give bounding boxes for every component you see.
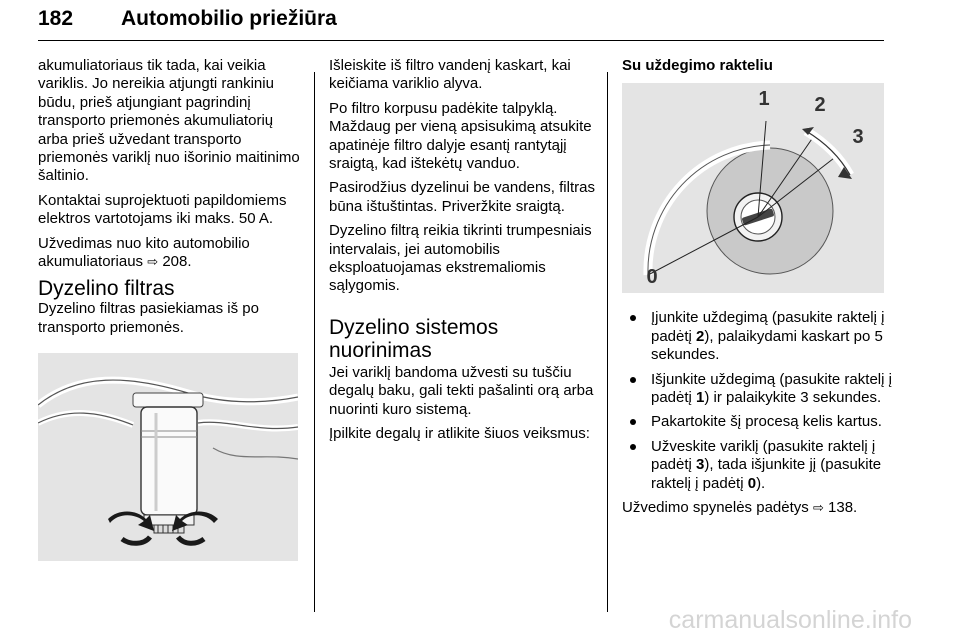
reference-text: Užvedimas nuo kito automobilio akumuliatoriaus (38, 234, 250, 271)
diesel-filter-illustration (38, 353, 298, 561)
subsection-heading: Su uždegimo rakteliu (622, 57, 773, 74)
bullet-icon (630, 377, 636, 383)
list-item: Išjunkite uždegimą (pasukite raktelį į padėtį 1) ir palaikykite 3 sekundes. (622, 371, 894, 408)
paragraph: Dyzelino filtras pasiekiamas iš po transporto priemonės. (38, 300, 259, 336)
paragraph-with-reference (622, 499, 894, 517)
page-number: 182 (38, 7, 74, 30)
page-header (38, 4, 884, 41)
paragraph: Išleiskite iš filtro vandenį kaskart, kai keičiama variklio alyva. (329, 57, 571, 93)
position-label-0: 0 (646, 266, 658, 289)
step-list (622, 309, 894, 493)
paragraph-with-reference (38, 235, 306, 272)
list-item: Įjunkite uždegimą (pasukite raktelį į padėtį 2), palaikydami kaskart po 5 sekundes. (622, 309, 894, 364)
reference-arrow-icon: ⇨ (812, 500, 824, 516)
reference-link[interactable]: 208. (162, 253, 192, 271)
position-label-3: 3 (852, 126, 864, 149)
column-2 (329, 57, 605, 450)
position-label-2: 2 (814, 94, 826, 117)
paragraph: akumuliatoriaus tik tada, kai veikia variklis. Jo nereikia atjungti rankiniu būdu, prieš atjungiant pagrindinį transporto priemonės akumuliatorių arba prieš užvedant transporto priemonės variklį nuo išorinio maitinimo šaltinio. (38, 57, 300, 185)
bullet-icon (630, 444, 636, 450)
column-1 (38, 57, 306, 561)
paragraph: Jei variklį bandoma užvesti su tuščiu degalų baku, gali tekti pašalinti orą arba nuorinti kuro sistemą. (329, 363, 594, 418)
reference-text: Užvedimo spynelės padėtys (622, 499, 809, 517)
diesel-filter-image (38, 353, 298, 561)
column-divider-1 (314, 72, 315, 612)
watermark: carmanualsonline.info (668, 606, 912, 634)
reference-link[interactable]: 138. (828, 499, 858, 517)
reference-arrow-icon: ⇨ (147, 254, 159, 270)
section-heading: Dyzelino sistemos nuorinimas (329, 315, 499, 362)
column-divider-2 (607, 72, 608, 612)
paragraph: Kontaktai suprojektuoti papildomiems elektros vartotojams iki maks. 50 A. (38, 191, 287, 228)
bullet-icon (630, 419, 636, 425)
page-title: Automobilio priežiūra (121, 7, 337, 30)
column-3 (622, 57, 894, 523)
list-item: Užveskite variklį (pasukite raktelį į padėtį 3), tada išjunkite jį (pasukite raktelį į padėtį 0). (622, 438, 894, 493)
position-label-1: 1 (758, 88, 770, 111)
paragraph: Įpilkite degalų ir atlikite šiuos veiksmus: (329, 425, 590, 443)
list-item: Pakartokite šį procesą kelis kartus. (622, 413, 894, 431)
paragraph: Pasirodžius dyzelinui be vandens, filtras būna ištuštintas. Priveržkite sraigtą. (329, 179, 595, 215)
section-heading: Dyzelino filtras (38, 277, 175, 301)
paragraph: Po filtro korpusu padėkite talpyklą. Maždaug per vieną apsisukimą atsukite apatinėje filtro dalyje esantį rantytąjį sraigtą, kad ištekėtų vanduo. (329, 99, 592, 173)
bullet-icon (630, 315, 636, 321)
ignition-switch-diagram (622, 83, 884, 293)
paragraph: Dyzelino filtrą reikia tikrinti trumpesniais intervalais, jei automobilis eksploatuojamas ekstremaliomis sąlygomis. (329, 222, 592, 295)
ignition-positions-illustration (622, 83, 884, 293)
